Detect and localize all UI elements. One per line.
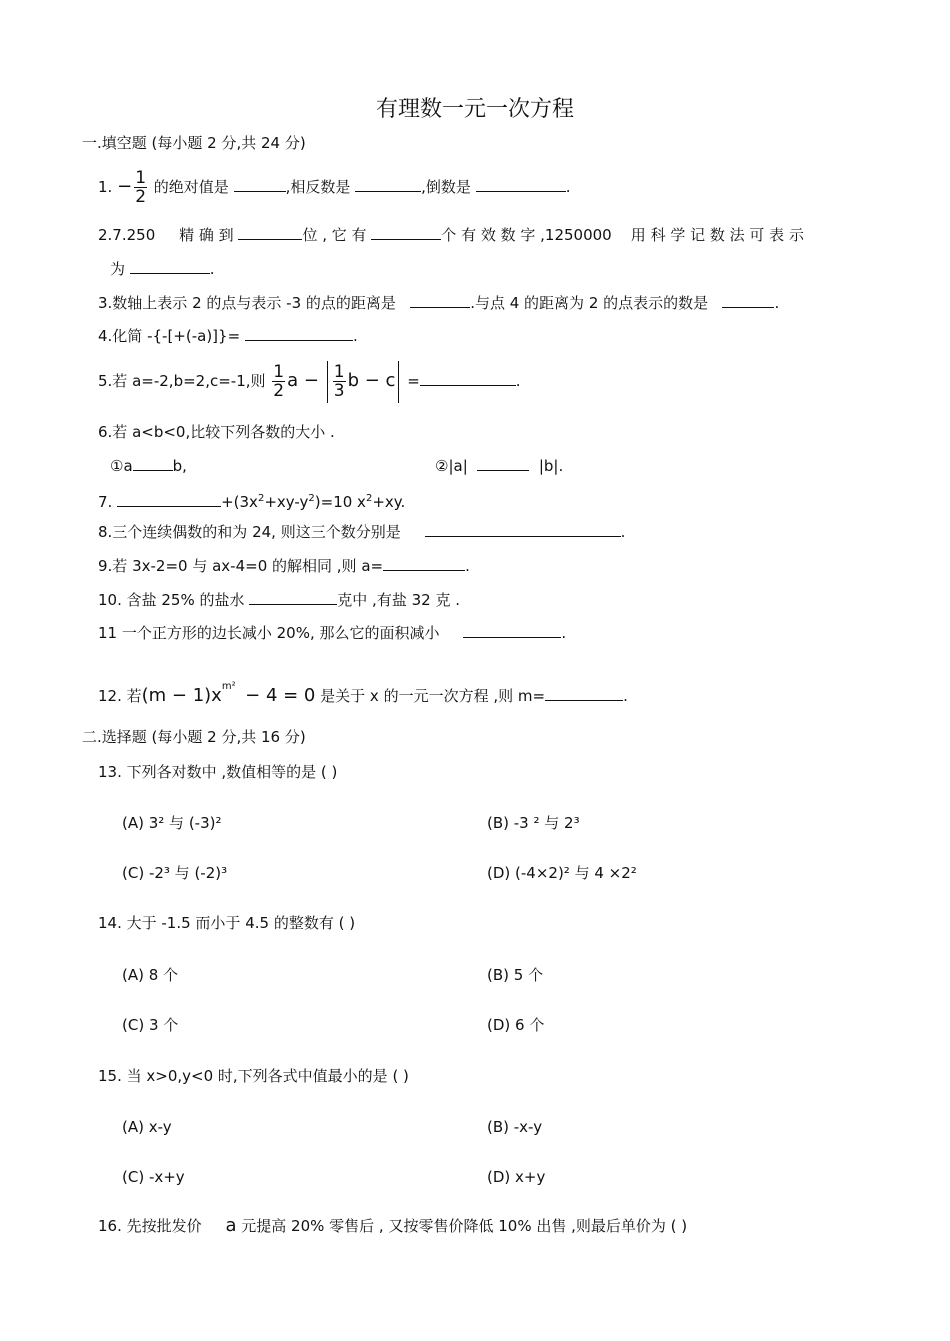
q15-option-a[interactable]: (A) x-y — [122, 1118, 172, 1136]
page-title: 有理数一元一次方程 — [375, 97, 574, 122]
q13-option-c[interactable]: (C) -2³ 与 (-2)³ — [122, 864, 228, 882]
q6-blank1[interactable] — [133, 456, 173, 471]
q8-text-a: 8.三个连续偶数的和为 24, 则这三个数分别是 — [98, 523, 401, 541]
q7-blank[interactable] — [117, 492, 221, 507]
q16-text-c: 元提高 20% 零售后 , 又按零售价降低 10% 出售 ,则最后单价为 ( ) — [241, 1217, 688, 1235]
question-2-line1 — [98, 225, 804, 245]
q1-fraction-denominator: 2 — [135, 187, 147, 207]
q2-text-e: 用 科 学 记 数 法 可 表 示 — [630, 226, 804, 244]
q5-fraction2-denominator: 3 — [333, 381, 345, 401]
q6-option2-a: ②|a| — [435, 457, 468, 475]
question-5 — [98, 359, 521, 403]
q12-text-a: 12. 若 — [98, 687, 142, 705]
q3-blank-number[interactable] — [722, 293, 774, 308]
q3-text-a: 3.数轴上表示 2 的点与表示 -3 的点的距离是 — [98, 294, 396, 312]
q1-number: 1. — [98, 178, 113, 196]
q1-fraction-numerator: 1 — [135, 168, 147, 188]
q10-text-b: 克中 ,有盐 32 克 . — [337, 591, 460, 609]
q11-end: . — [561, 624, 567, 642]
q14-option-a[interactable]: (A) 8 个 — [122, 966, 179, 984]
q16-text-a: 16. 先按批发价 — [98, 1217, 202, 1235]
q16-variable: a — [225, 1215, 237, 1236]
q2-text-b: 精 确 到 — [179, 226, 234, 244]
q5-fraction-half — [272, 363, 285, 400]
question-6-option2 — [435, 456, 563, 476]
q1-sign: − — [117, 176, 133, 197]
q15-option-c[interactable]: (C) -x+y — [122, 1168, 185, 1186]
q7-text-e: +xy. — [372, 493, 406, 511]
q2-text-d: 个 有 效 数 字 ,1250000 — [441, 226, 612, 244]
q1-blank-reciprocal[interactable] — [476, 177, 566, 192]
q12-exponent: m² — [221, 681, 236, 692]
q5-fraction1-denominator: 2 — [273, 381, 285, 401]
q3-text-b: .与点 4 的距离为 2 的点表示的数是 — [470, 294, 709, 312]
question-1 — [98, 166, 571, 208]
question-16 — [98, 1216, 687, 1236]
q5-text-a: 5.若 a=-2,b=2,c=-1,则 — [98, 372, 266, 390]
q12-expr: (m − 1)x — [141, 685, 222, 706]
q7-sup1: 2 — [257, 493, 265, 504]
q14-option-d[interactable]: (D) 6 个 — [487, 1016, 545, 1034]
q11-text-a: 11 一个正方形的边长减小 20%, 那么它的面积减小 — [98, 624, 440, 642]
q13-option-d[interactable]: (D) (-4×2)² 与 4 ×2² — [487, 864, 637, 882]
q5-abs-left — [327, 361, 328, 403]
q2-blank-precision[interactable] — [238, 225, 302, 240]
section-heading-fill: 一.填空题 (每小题 2 分,共 24 分) — [82, 134, 306, 152]
question-4 — [98, 326, 358, 346]
q12-blank[interactable] — [545, 686, 623, 701]
q3-end: . — [774, 294, 780, 312]
question-6: 6.若 a<b<0,比较下列各数的大小 . — [98, 423, 335, 441]
question-11 — [98, 623, 566, 643]
q13-option-a[interactable]: (A) 3² 与 (-3)² — [122, 814, 222, 832]
q1-text-c: ,倒数是 — [421, 178, 471, 196]
q11-blank[interactable] — [463, 623, 561, 638]
question-8 — [98, 522, 625, 542]
q7-text-d: )=10 x — [314, 493, 366, 511]
q3-blank-distance[interactable] — [410, 293, 470, 308]
q15-option-d[interactable]: (D) x+y — [487, 1168, 546, 1186]
q9-end: . — [465, 557, 470, 575]
q1-fraction — [134, 169, 147, 206]
q4-blank[interactable] — [245, 326, 353, 341]
q1-end: . — [565, 178, 571, 196]
q9-text-a: 9.若 3x-2=0 与 ax-4=0 的解相同 ,则 a= — [98, 557, 384, 575]
question-13: 13. 下列各对数中 ,数值相等的是 ( ) — [98, 763, 338, 781]
q5-fraction2-numerator: 1 — [333, 362, 345, 382]
q2-text-f: 为 — [110, 260, 126, 278]
q5-text-b: a − — [287, 370, 319, 391]
q2-blank-scientific[interactable] — [130, 259, 210, 274]
q6-option1-b: b, — [172, 457, 187, 475]
q9-blank[interactable] — [383, 556, 465, 571]
q4-text-a: 4.化简 -{-[+(-a)]}= — [98, 327, 241, 345]
q8-blank[interactable] — [425, 522, 621, 537]
q14-option-c[interactable]: (C) 3 个 — [122, 1016, 179, 1034]
q7-text-b: +(3x — [221, 493, 258, 511]
q6-blank2[interactable] — [477, 456, 529, 471]
section-heading-choice: 二.选择题 (每小题 2 分,共 16 分) — [82, 728, 306, 746]
q10-blank[interactable] — [249, 590, 337, 605]
question-2-line2 — [110, 259, 215, 279]
q7-sup2: 2 — [308, 493, 315, 504]
question-6-option1 — [110, 456, 187, 476]
question-3 — [98, 293, 779, 313]
q5-text-c: b − c — [347, 370, 396, 391]
q2-blank-sigfigs[interactable] — [371, 225, 441, 240]
q4-end: . — [352, 327, 358, 345]
question-9 — [98, 556, 470, 576]
q7-sup3: 2 — [365, 493, 373, 504]
q5-fraction1-numerator: 1 — [273, 362, 285, 382]
q8-end: . — [620, 523, 626, 541]
q6-option2-b: |b|. — [538, 457, 564, 475]
q5-equals: = — [407, 372, 420, 390]
question-12 — [98, 670, 628, 713]
q14-option-b[interactable]: (B) 5 个 — [487, 966, 544, 984]
q6-option1-a: ①a — [110, 457, 133, 475]
q7-number: 7. — [98, 493, 113, 511]
question-7 — [98, 489, 405, 512]
q7-text-c: +xy-y — [264, 493, 309, 511]
q10-text-a: 10. 含盐 25% 的盐水 — [98, 591, 245, 609]
q1-blank-opposite[interactable] — [355, 177, 421, 192]
q1-blank-abs[interactable] — [234, 177, 286, 192]
q13-option-b[interactable]: (B) -3 ² 与 2³ — [487, 814, 580, 832]
question-14: 14. 大于 -1.5 而小于 4.5 的整数有 ( ) — [98, 914, 356, 932]
q2-end: . — [209, 260, 215, 278]
q12-text-d: 是关于 x 的一元一次方程 ,则 m= — [320, 687, 546, 705]
q12-expr2: − 4 = 0 — [245, 685, 316, 706]
q2-text-c: 位 , 它 有 — [302, 226, 367, 244]
q5-blank[interactable] — [420, 371, 516, 386]
q5-fraction-third — [333, 363, 346, 400]
question-15: 15. 当 x>0,y<0 时,下列各式中值最小的是 ( ) — [98, 1067, 409, 1085]
q2-text-a: 2.7.250 — [98, 226, 156, 244]
q5-abs-right — [398, 361, 399, 403]
question-10 — [98, 590, 460, 610]
q1-text-b: ,相反数是 — [285, 178, 351, 196]
q5-end: . — [515, 372, 521, 390]
q12-end: . — [623, 687, 628, 705]
q1-text-a: 的绝对值是 — [153, 178, 229, 196]
q15-option-b[interactable]: (B) -x-y — [487, 1118, 543, 1136]
